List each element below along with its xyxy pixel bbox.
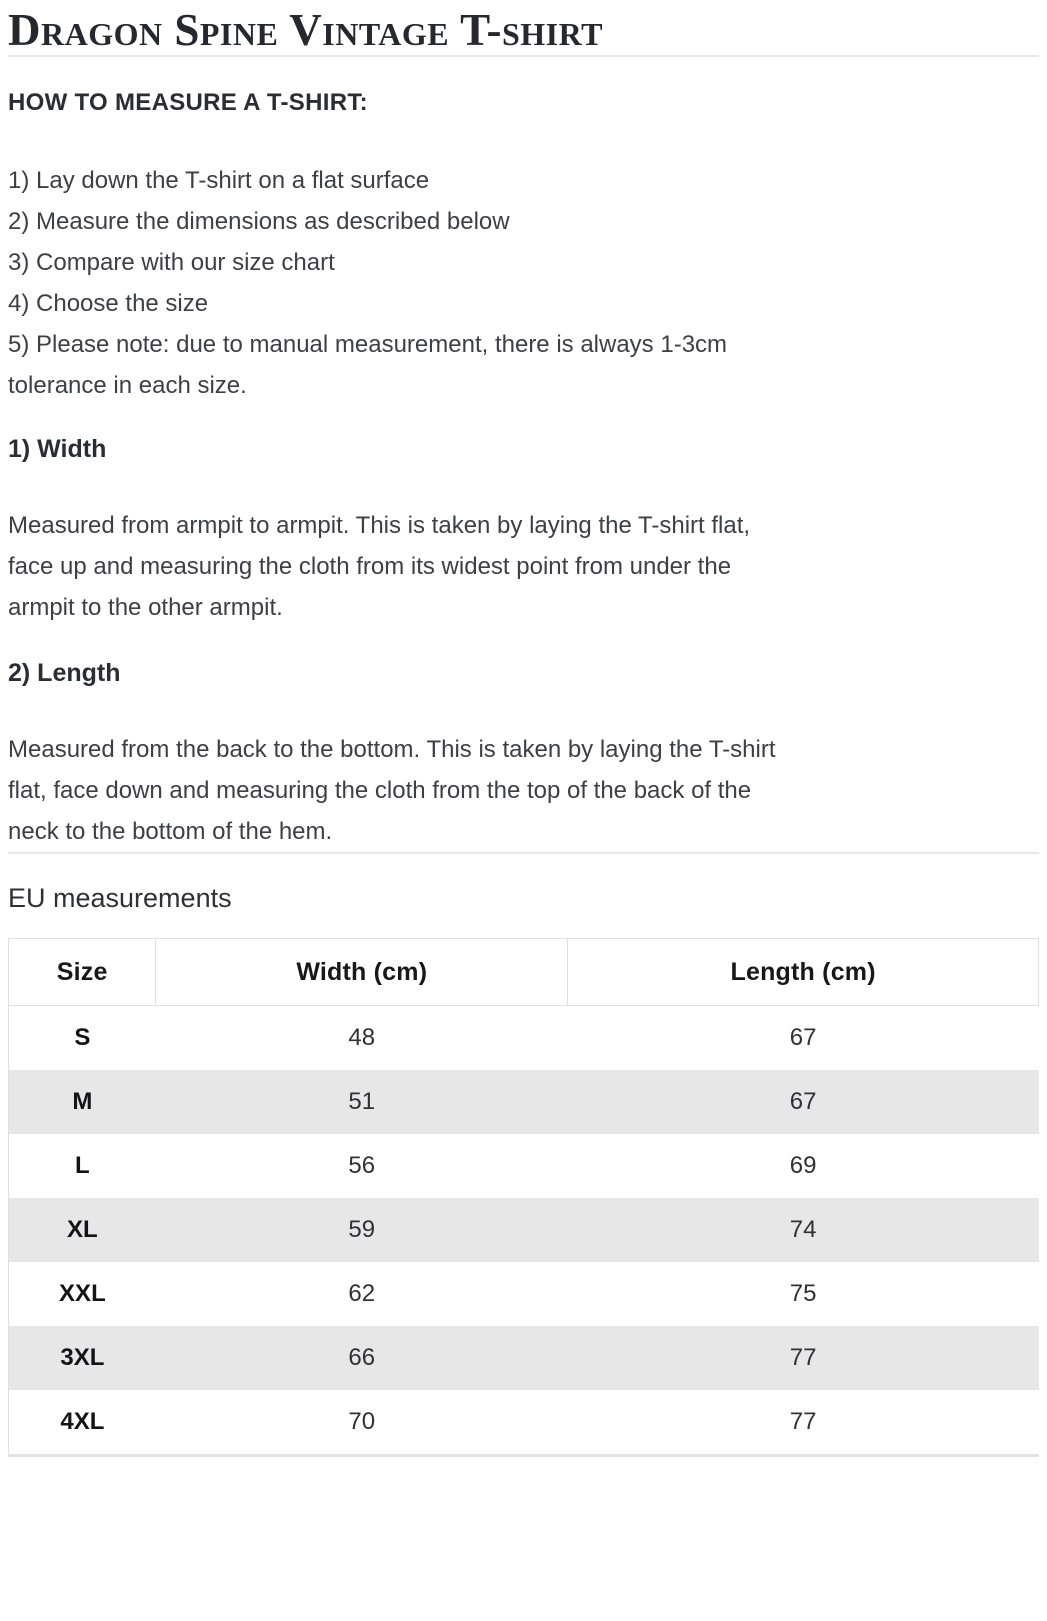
width-cell: 62 (348, 1280, 376, 1308)
table-header-row (9, 939, 1039, 1006)
size-cell: XL (9, 1198, 156, 1262)
paragraph-line: Measured from armpit to armpit. This is taken by laying the T-shirt flat, (8, 512, 751, 540)
column-header-width: Width (cm) (156, 939, 568, 1006)
divider (8, 852, 1039, 854)
table-row (9, 1198, 1039, 1262)
table-row (9, 1006, 1039, 1071)
step-line: 1) Lay down the T-shirt on a flat surface (8, 167, 430, 195)
divider (8, 55, 1039, 57)
how-to-measure-heading: HOW TO MEASURE A T-SHIRT: (8, 89, 368, 117)
length-cell: 69 (789, 1152, 817, 1180)
length-cell: 67 (789, 1088, 817, 1116)
table-row (9, 1326, 1039, 1390)
length-cell: 77 (568, 1390, 1039, 1456)
paragraph-line: neck to the bottom of the hem. (8, 818, 333, 846)
step-line: 4) Choose the size (8, 290, 209, 318)
size-cell: XXL (9, 1262, 156, 1326)
size-cell: L (9, 1134, 156, 1198)
column-header-size: Size (9, 939, 156, 1006)
width-cell: 51 (348, 1088, 376, 1116)
eu-measurements-heading: EU measurements (8, 883, 232, 914)
step-line: 5) Please note: due to manual measurement, there is always 1-3cm (8, 331, 728, 359)
step-line: 2) Measure the dimensions as described below (8, 208, 510, 236)
paragraph-line: face up and measuring the cloth from its widest point from under the (8, 553, 732, 581)
measure-steps (8, 160, 1039, 406)
paragraph-line: armpit to the other armpit. (8, 594, 283, 622)
step-line: tolerance in each size. (8, 372, 247, 400)
paragraph-line: flat, face down and measuring the cloth from the top of the back of the (8, 777, 752, 805)
size-cell: 3XL (9, 1326, 156, 1390)
width-heading: 1) Width (8, 435, 107, 464)
table-row (9, 1262, 1039, 1326)
width-paragraph (8, 505, 1039, 628)
width-cell: 70 (156, 1390, 568, 1456)
width-cell: 66 (348, 1344, 376, 1372)
table-row (9, 1134, 1039, 1198)
paragraph-line: Measured from the back to the bottom. This is taken by laying the T-shirt (8, 736, 776, 764)
width-cell: 59 (348, 1216, 376, 1244)
width-cell: 48 (348, 1024, 376, 1052)
length-heading: 2) Length (8, 659, 121, 688)
width-cell: 56 (348, 1152, 376, 1180)
length-paragraph (8, 729, 1039, 852)
length-cell: 75 (789, 1280, 817, 1308)
step-line: 3) Compare with our size chart (8, 249, 335, 277)
column-header-length: Length (cm) (568, 939, 1039, 1006)
table-row (9, 1390, 1039, 1456)
length-cell: 77 (789, 1344, 817, 1372)
size-cell: 4XL (9, 1390, 156, 1456)
length-cell: 74 (789, 1216, 817, 1244)
table-row (9, 1070, 1039, 1134)
product-title: Dragon Spine Vintage T-shirt (8, 5, 603, 55)
eu-size-table (8, 938, 1039, 1457)
size-cell: M (9, 1070, 156, 1134)
size-cell: S (9, 1006, 156, 1071)
length-cell: 67 (789, 1024, 817, 1052)
